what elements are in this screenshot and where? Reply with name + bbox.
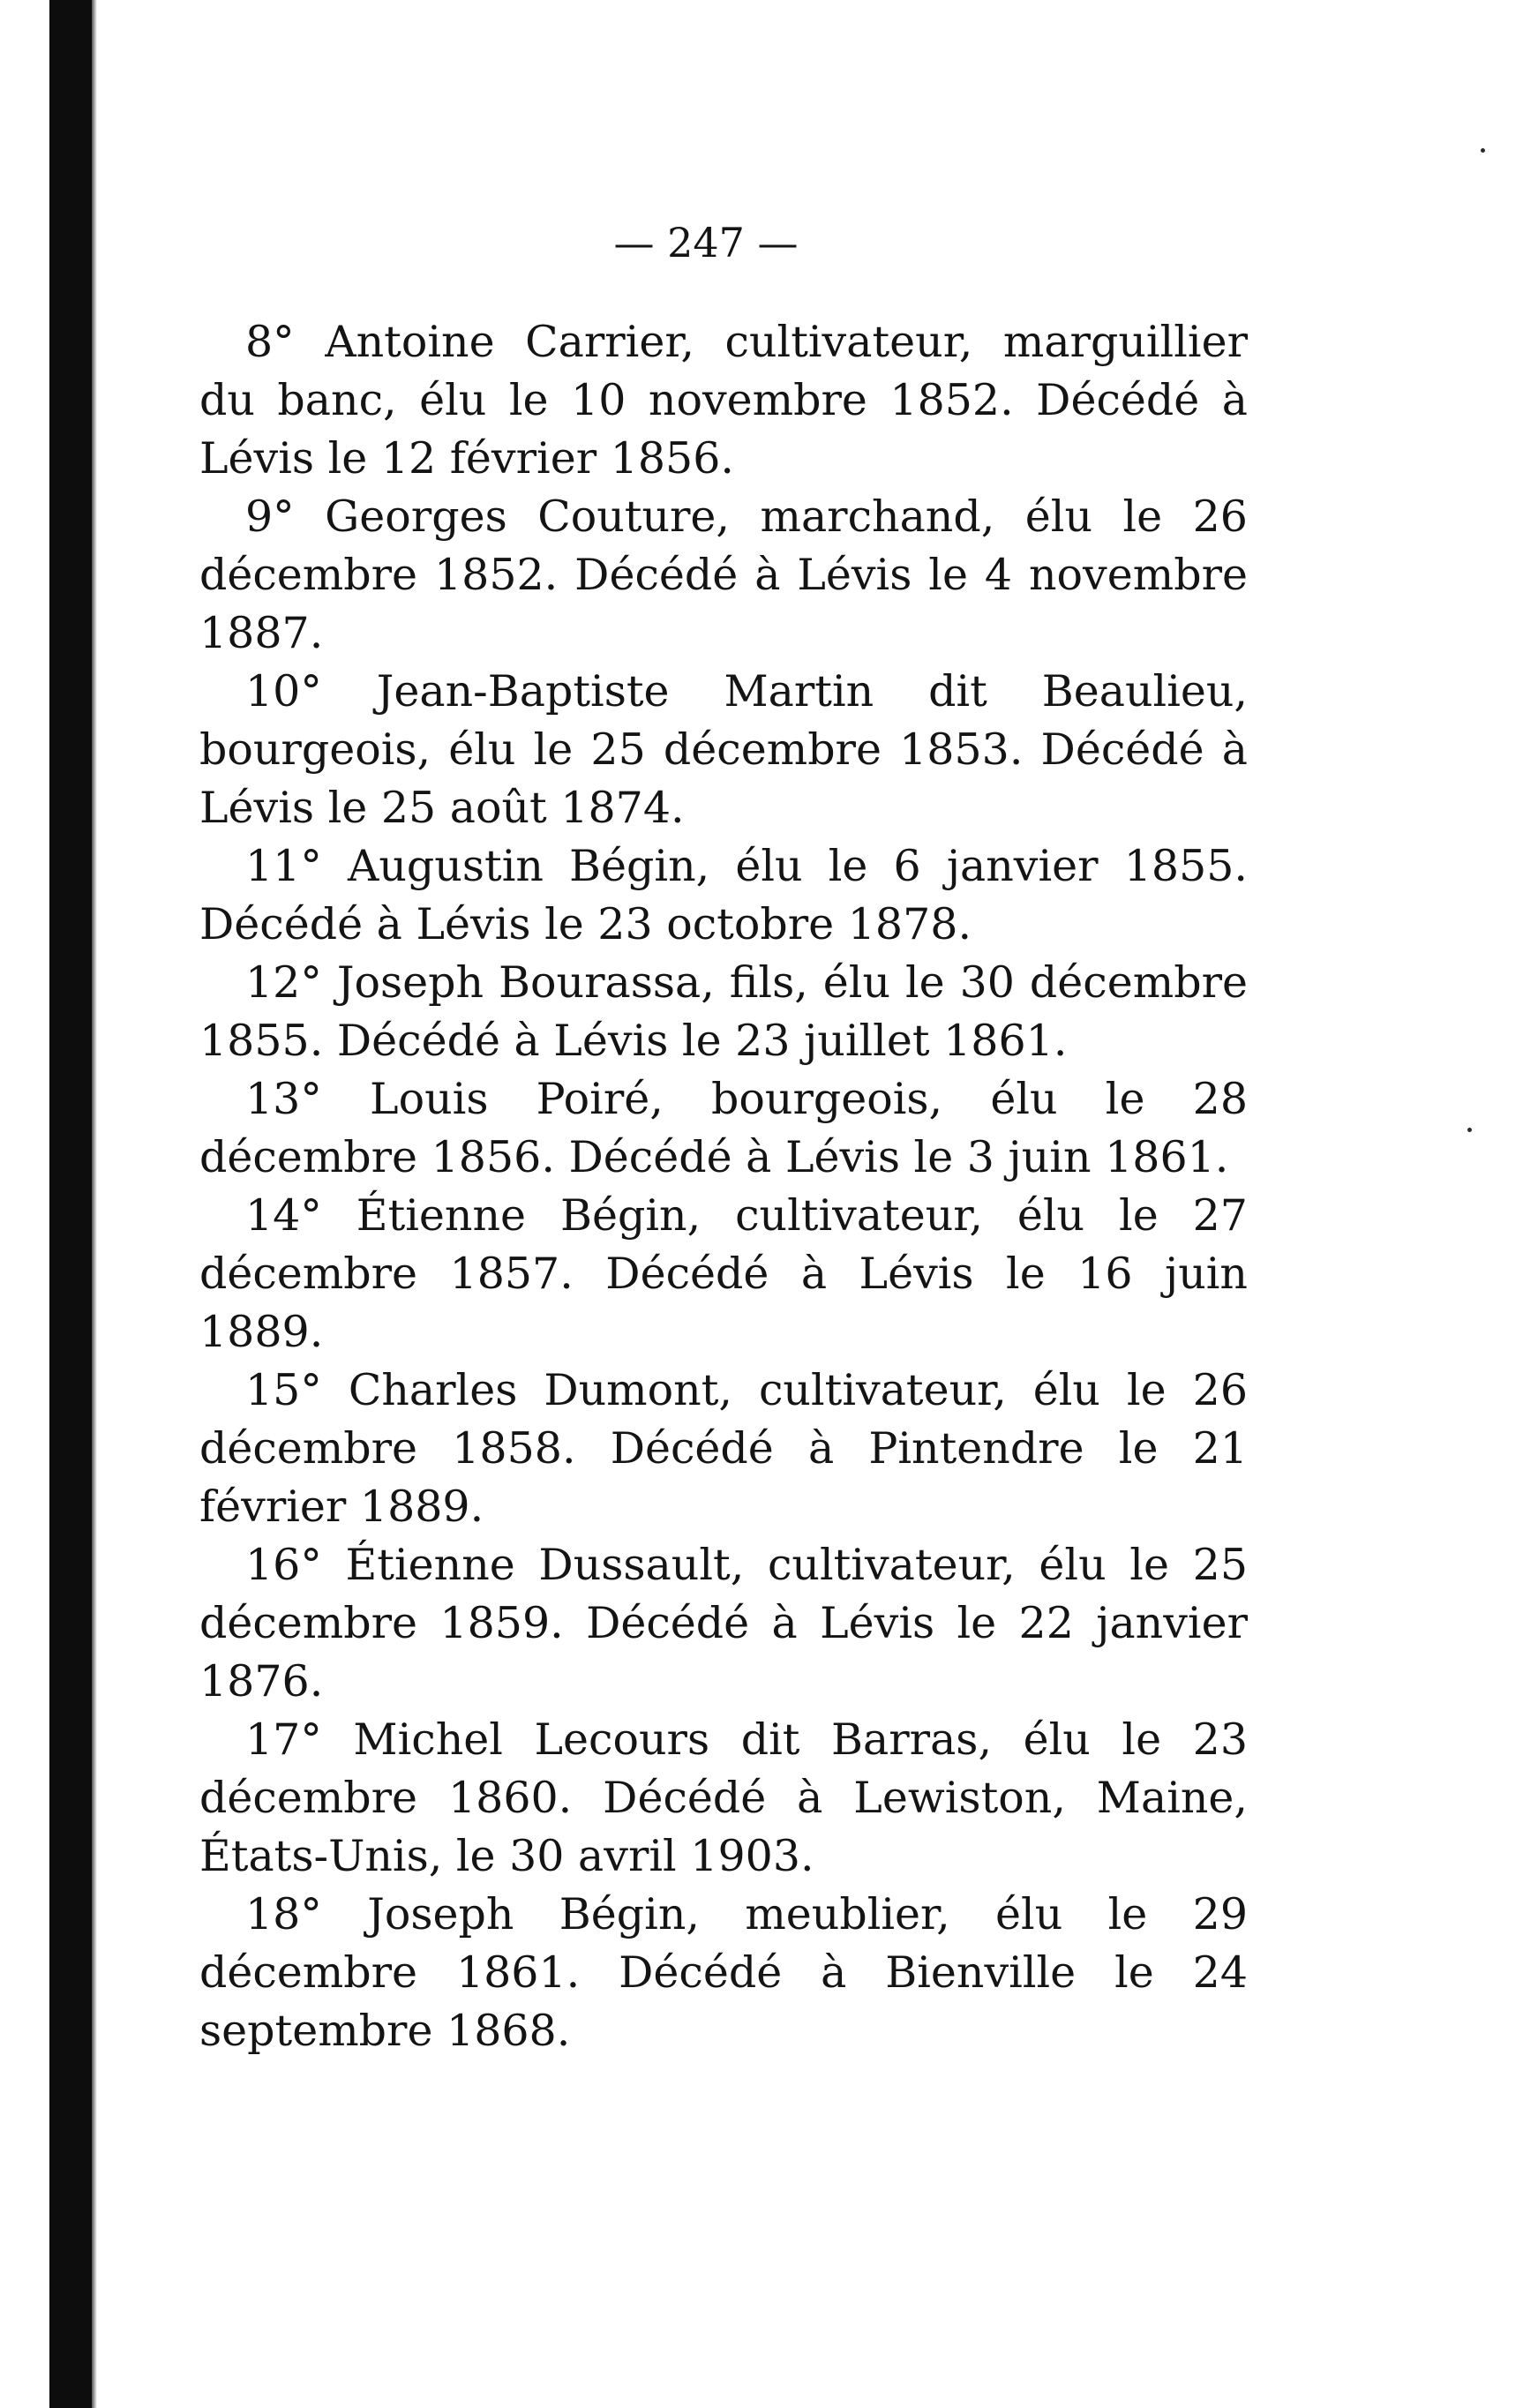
page-number: — 247 — [613,219,799,266]
scan-speck [1467,1128,1472,1132]
page-body [199,313,1248,2060]
list-item: 14° Étienne Bégin, cultivateur, élu le 27 décembre 1857. Décédé à Lévis le 16 juin 1889. [199,1190,1248,1357]
list-item: 10° Jean-Baptiste Martin dit Beaulieu, bourgeois, élu le 25 décembre 1853. Décédé à Lévis le 25 août 1874. [199,666,1248,833]
list-item: 18° Joseph Bégin, meublier, élu le 29 décembre 1861. Décédé à Bienville le 24 septembre 1868. [199,1889,1248,2056]
list-item: 9° Georges Couture, marchand, élu le 26 décembre 1852. Décédé à Lévis le 4 novembre 1887. [199,491,1248,658]
list-item: 15° Charles Dumont, cultivateur, élu le 26 décembre 1858. Décédé à Pintendre le 21 février 1889. [199,1365,1248,1532]
list-item: 12° Joseph Bourassa, fils, élu le 30 décembre 1855. Décédé à Lévis le 23 juillet 1861. [199,957,1248,1066]
list-item: 13° Louis Poiré, bourgeois, élu le 28 décembre 1856. Décédé à Lévis le 3 juin 1861. [199,1074,1248,1182]
list-item: 8° Antoine Carrier, cultivateur, marguillier du banc, élu le 10 novembre 1852. Décédé à Lévis le 12 février 1856. [199,317,1248,484]
list-item: 16° Étienne Dussault, cultivateur, élu le 25 décembre 1859. Décédé à Lévis le 22 janvier 1876. [199,1540,1248,1707]
list-item: 17° Michel Lecours dit Barras, élu le 23 décembre 1860. Décédé à Lewiston, Maine, États-Unis, le 30 avril 1903. [199,1714,1248,1881]
list-item: 11° Augustin Bégin, élu le 6 janvier 1855. Décédé à Lévis le 23 octobre 1878. [199,841,1248,949]
scan-speck [1481,148,1485,153]
scanned-binding-edge [49,0,92,2408]
